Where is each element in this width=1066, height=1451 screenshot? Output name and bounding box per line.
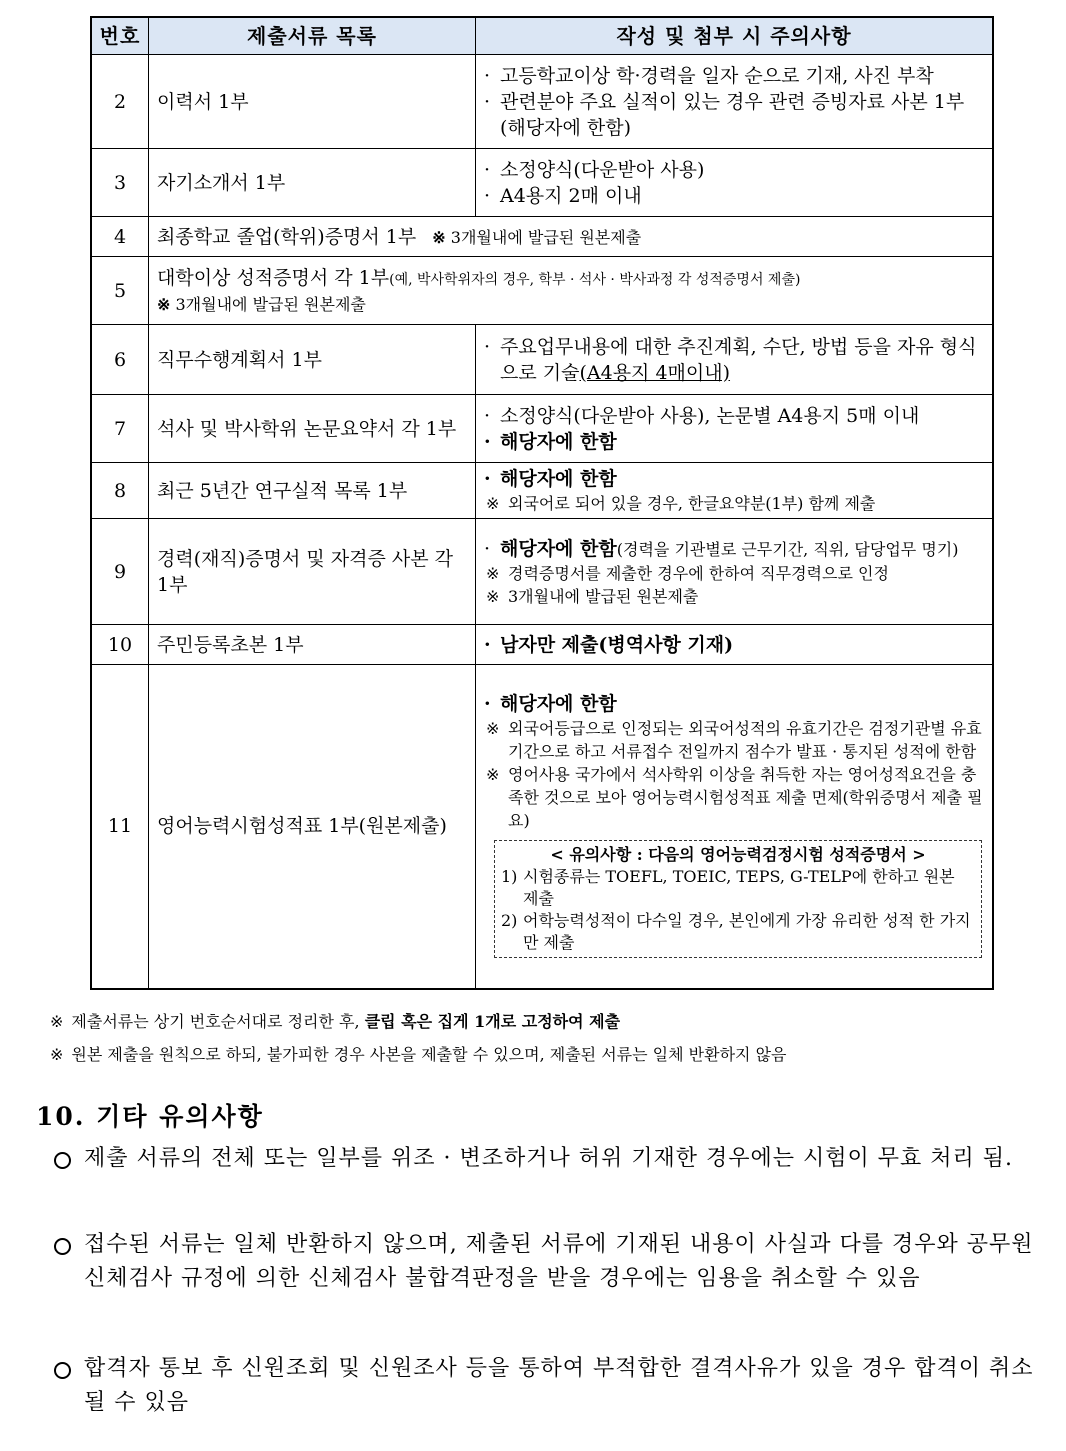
notice-text: 제출 서류의 전체 또는 일부를 위조 · 변조하거나 허위 기재한 경우에는 시험이 무효 처리 됨. [84, 1146, 1013, 1171]
note-text: 3개월내에 발급된 원본제출 [508, 586, 699, 606]
document-notes: · 소정양식(다운받아 사용), 논문별 A4용지 5매 이내 · 해당자에 한함 [476, 395, 994, 463]
table-row [91, 463, 993, 519]
note-text: 소정양식(다운받아 사용) [500, 158, 705, 181]
note-text: 해당자에 한함 [500, 468, 617, 490]
notice-item [50, 1142, 1050, 1176]
row-number: 3 [91, 149, 149, 217]
note-text: 해당자에 한함 [500, 430, 617, 453]
document-name: 영어능력시험성적표 1부(원본제출) [149, 665, 476, 989]
footnote-text-bold: 클립 혹은 집게 1개로 고정하여 제출 [364, 1012, 621, 1031]
note-text: 소정양식(다운받아 사용), 논문별 A4용지 5매 이내 [500, 404, 920, 427]
document-name-text: 대학이상 성적증명서 각 1부 [157, 267, 390, 289]
document-notes: · 해당자에 한함(경력을 기관별로 근무기간, 직위, 담당업무 명기) ※ 경력증명서를 제출한 경우에 한하여 직무경력으로 인정 ※ 3개월내에 발급된 원본제출 [476, 519, 994, 625]
document-name: 직무수행계획서 1부 [149, 325, 476, 395]
document-name: 최근 5년간 연구실적 목록 1부 [149, 463, 476, 519]
circle-bullet-icon [54, 1362, 71, 1379]
document-notes: · 주요업무내용에 대한 추진계획, 수단, 방법 등을 자유 형식으로 기술(A4용지 4매이내) [476, 325, 994, 395]
notice-item [50, 1228, 1050, 1296]
table-header-row [91, 17, 993, 55]
document-name: 최종학교 졸업(학위)증명서 1부 ※ 3개월내에 발급된 원본제출 [149, 217, 994, 257]
row-number: 4 [91, 217, 149, 257]
note-text: A4용지 2매 이내 [500, 184, 642, 207]
footnote-2: ※ 원본 제출을 원칙으로 하되, 불가피한 경우 사본을 제출할 수 있으며, 제출된 서류는 일체 반환하지 않음 [50, 1045, 787, 1064]
notice-text: 접수된 서류는 일체 반환하지 않으며, 제출된 서류에 기재된 내용이 사실과 다를 경우와 공무원 신체검사 규정에 의한 신체검사 불합격판정을 받을 경우에는 임용을 취소할 수 있음 [84, 1232, 1034, 1291]
document-notes: · 고등학교이상 학·경력을 일자 순으로 기재, 사진 부착 · 관련분야 주요 실적이 있는 경우 관련 증빙자료 사본 1부(해당자에 한함) [476, 55, 994, 149]
documents-table [90, 16, 994, 990]
note-text-underlined: (A4용지 4매이내) [579, 361, 731, 384]
table-row [91, 55, 993, 149]
document-notes: · 해당자에 한함 ※ 외국어로 되어 있을 경우, 한글요약분(1부) 함께 제출 [476, 463, 994, 519]
caution-item: 시험종류는 TOEFL, TOEIC, TEPS, G-TELP에 한하고 원본 제출 [523, 866, 955, 908]
footnote-text: 원본 제출을 원칙으로 하되, 불가피한 경우 사본을 제출할 수 있으며, 제출된 서류는 일체 반환하지 않음 [71, 1045, 787, 1064]
document-name: 석사 및 박사학위 논문요약서 각 1부 [149, 395, 476, 463]
caution-item: 어학능력성적이 다수일 경우, 본인에게 가장 유리한 성적 한 가지만 제출 [523, 910, 971, 952]
table-row [91, 257, 993, 325]
header-notes: 작성 및 첨부 시 주의사항 [476, 17, 994, 55]
note-text: (경력을 기관별로 근무기간, 직위, 담당업무 명기) [616, 539, 959, 559]
note-text: 외국어등급으로 인정되는 외국어성적의 유효기간은 검정기관별 유효기간으로 하고 서류접수 전일까지 점수가 발표 · 통지된 성적에 한함 [508, 718, 982, 761]
row-number: 9 [91, 519, 149, 625]
note-text: 남자만 제출(병역사항 기재) [500, 633, 734, 656]
note-text: 관련분야 주요 실적이 있는 경우 관련 증빙자료 사본 1부(해당자에 한함) [500, 90, 965, 139]
table-row [91, 149, 993, 217]
table-row [91, 395, 993, 463]
table-row [91, 325, 993, 395]
note-text: (예, 박사학위자의 경우, 학부 · 석사 · 박사과정 각 성적증명서 제출) [389, 272, 801, 288]
document-name: 자기소개서 1부 [149, 149, 476, 217]
document-name: 이력서 1부 [149, 55, 476, 149]
table-row [91, 665, 993, 989]
row-number: 7 [91, 395, 149, 463]
row-number: 2 [91, 55, 149, 149]
note-text: 경력증명서를 제출한 경우에 한하여 직무경력으로 인정 [508, 563, 889, 583]
document-name: 경력(재직)증명서 및 자격증 사본 각 1부 [149, 519, 476, 625]
note-text: 해당자에 한함 [500, 537, 617, 560]
footnote-text: 제출서류는 상기 번호순서대로 정리한 후, [71, 1012, 365, 1031]
circle-bullet-icon [54, 1238, 71, 1255]
document-name-text: 최종학교 졸업(학위)증명서 1부 [157, 225, 417, 248]
table-row [91, 625, 993, 665]
footnote-1: ※ 제출서류는 상기 번호순서대로 정리한 후, 클립 혹은 집게 1개로 고정하여 제출 [50, 1012, 621, 1031]
table-row [91, 519, 993, 625]
header-number: 번호 [91, 17, 149, 55]
document-name: 대학이상 성적증명서 각 1부(예, 박사학위자의 경우, 학부 · 석사 · 박사과정 각 성적증명서 제출) ※ 3개월내에 발급된 원본제출 [149, 257, 994, 325]
document-notes: · 해당자에 한함 ※ 외국어등급으로 인정되는 외국어성적의 유효기간은 검정기관별 유효기간으로 하고 서류접수 전일까지 점수가 발표 · 통지된 성적에 한함 ※ 영어사용 국가에서 석사학위 이상을 취득한 자는 영어성적요건을 충족한 것으로 보아 영어능력시험성적표 제출 면제(학위증명서 제출 필요) < 유의사항 : 다음의 영어능력검정시험 성적증명서 > 1) 시험종류는 TOEFL, TOEIC, TEPS, G-TELP에 한하고 원본 제출 2) 어학능력성적이 다수일 경우, 본인에게 가장 유리한 성적 한 가지만 제출 [476, 665, 994, 989]
row-number: 11 [91, 665, 149, 989]
caution-box: < 유의사항 : 다음의 영어능력검정시험 성적증명서 > 1) 시험종류는 TOEFL, TOEIC, TEPS, G-TELP에 한하고 원본 제출 2) 어학능력성적이 다수일 경우, 본인에게 가장 유리한 성적 한 가지만 제출 [494, 840, 982, 958]
note-text: 외국어로 되어 있을 경우, 한글요약분(1부) 함께 제출 [508, 494, 876, 513]
note-text: 주요업무내용에 대한 추진계획, 수단, 방법 등을 자유 형식으로 기술 [500, 335, 977, 384]
notice-item [50, 1352, 1050, 1420]
table-row [91, 217, 993, 257]
caution-title: < 유의사항 : 다음의 영어능력검정시험 성적증명서 > [550, 844, 926, 864]
note-text: 3개월내에 발급된 원본제출 [175, 295, 366, 314]
note-text: 3개월내에 발급된 원본제출 [450, 227, 642, 247]
circle-bullet-icon [54, 1152, 71, 1169]
note-text: 해당자에 한함 [500, 692, 617, 715]
document-notes: · 남자만 제출(병역사항 기재) [476, 625, 994, 665]
note-text: 고등학교이상 학·경력을 일자 순으로 기재, 사진 부착 [500, 64, 934, 87]
section-title: 10. 기타 유의사항 [36, 1102, 264, 1131]
document-notes: · 소정양식(다운받아 사용) · A4용지 2매 이내 [476, 149, 994, 217]
row-number: 10 [91, 625, 149, 665]
row-number: 8 [91, 463, 149, 519]
document-name: 주민등록초본 1부 [149, 625, 476, 665]
note-text: 영어사용 국가에서 석사학위 이상을 취득한 자는 영어성적요건을 충족한 것으로 보아 영어능력시험성적표 제출 면제(학위증명서 제출 필요) [508, 764, 983, 830]
row-number: 5 [91, 257, 149, 325]
row-number: 6 [91, 325, 149, 395]
notice-text: 합격자 통보 후 신원조회 및 신원조사 등을 통하여 부적합한 결격사유가 있을 경우 합격이 취소될 수 있음 [84, 1356, 1034, 1415]
header-documents: 제출서류 목록 [149, 17, 476, 55]
